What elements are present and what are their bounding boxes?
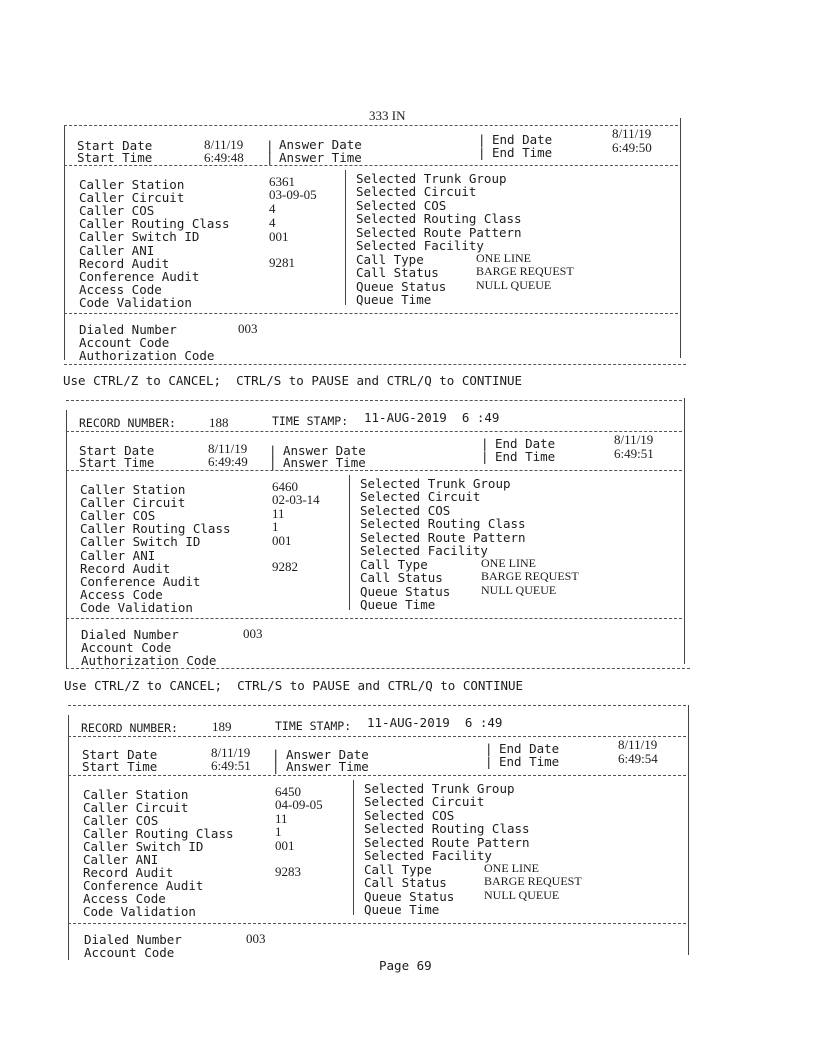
divider (64, 165, 678, 166)
separator-bar: | (485, 741, 493, 756)
end-date-label: End Date (499, 741, 560, 756)
separator-bar: | (478, 132, 486, 147)
record-number-label: RECORD NUMBER: (79, 416, 176, 430)
queue-status-value: NULL QUEUE (476, 278, 552, 292)
caller-station-value: 6450 (275, 784, 301, 799)
call-status-label: Call Status (356, 265, 439, 280)
divider (64, 364, 686, 365)
start-time-label: Start Time (77, 150, 153, 165)
caller-switch-id-value: 001 (272, 533, 292, 548)
selected-routing-class-label: Selected Routing Class (356, 211, 522, 226)
caller-cos-value: 11 (275, 811, 288, 826)
end-time-label: End Time (499, 754, 560, 769)
divider (68, 736, 686, 737)
record-audit-label: Record Audit (83, 865, 174, 880)
keyboard-hint: Use CTRL/Z to CANCEL; CTRL/S to PAUSE and CTRL/Q to CONTINUE (63, 373, 523, 388)
selected-cos-label: Selected COS (364, 808, 455, 823)
start-date-label: Start Date (82, 747, 158, 762)
caller-switch-id-value: 001 (269, 229, 289, 244)
caller-routing-class-value: 1 (275, 824, 282, 839)
record-audit-value: 9281 (269, 255, 295, 270)
caller-station-value: 6361 (269, 174, 295, 189)
call-status-value: BARGE REQUEST (481, 569, 579, 583)
end-date-value: 8/11/19 (614, 432, 654, 447)
conference-audit-label: Conference Audit (80, 574, 201, 589)
queue-time-label: Queue Time (364, 902, 440, 917)
queue-status-value: NULL QUEUE (484, 888, 560, 902)
separator-bar: | (485, 754, 493, 769)
dialed-number-value: 003 (243, 626, 263, 641)
queue-status-label: Queue Status (360, 584, 451, 599)
authorization-code-label: Authorization Code (79, 348, 215, 363)
time-stamp-value: 11-AUG-2019 6 :49 (367, 715, 503, 730)
divider (680, 118, 681, 358)
divider (353, 780, 354, 915)
selected-circuit-label: Selected Circuit (356, 184, 477, 199)
caller-station-label: Caller Station (83, 787, 189, 802)
divider (684, 398, 685, 664)
divider (68, 923, 686, 924)
start-date-label: Start Date (79, 443, 155, 458)
end-date-label: End Date (492, 132, 553, 147)
dialed-number-label: Dialed Number (79, 322, 177, 337)
caller-ani-label: Caller ANI (83, 852, 159, 867)
record-audit-label: Record Audit (80, 561, 171, 576)
time-stamp-label: TIME STAMP: (272, 414, 349, 428)
separator-bar: | (269, 443, 277, 458)
selected-facility-label: Selected Facility (364, 848, 492, 863)
selected-route-pattern-label: Selected Route Pattern (356, 225, 522, 240)
record-audit-label: Record Audit (79, 256, 170, 271)
caller-circuit-label: Caller Circuit (83, 800, 189, 815)
call-type-label: Call Type (364, 862, 432, 877)
queue-status-label: Queue Status (364, 889, 455, 904)
call-type-label: Call Type (356, 252, 424, 267)
divider (66, 618, 682, 619)
record-audit-value: 9283 (275, 864, 301, 879)
selected-facility-label: Selected Facility (360, 543, 488, 558)
divider (64, 313, 678, 314)
start-date-label: Start Date (77, 138, 153, 153)
conference-audit-label: Conference Audit (79, 269, 200, 284)
separator-bar: | (269, 455, 277, 470)
code-validation-label: Code Validation (79, 295, 192, 310)
start-time-value: 6:49:49 (208, 454, 248, 469)
account-code-label: Account Code (84, 945, 175, 960)
caller-circuit-value: 03-09-05 (269, 187, 317, 202)
caller-routing-class-label: Caller Routing Class (80, 521, 231, 536)
divider (688, 705, 689, 955)
selected-route-pattern-label: Selected Route Pattern (364, 835, 530, 850)
call-status-label: Call Status (364, 875, 447, 890)
record-audit-value: 9282 (272, 559, 298, 574)
selected-circuit-label: Selected Circuit (360, 489, 481, 504)
end-time-label: End Time (495, 449, 556, 464)
end-date-value: 8/11/19 (612, 126, 652, 141)
caller-station-label: Caller Station (79, 177, 185, 192)
separator-bar: | (481, 449, 489, 464)
caller-circuit-label: Caller Circuit (79, 190, 185, 205)
queue-time-label: Queue Time (360, 597, 436, 612)
access-code-label: Access Code (83, 891, 166, 906)
call-type-value: ONE LINE (481, 556, 536, 570)
divider (66, 431, 682, 432)
call-status-value: BARGE REQUEST (484, 874, 582, 888)
caller-circuit-value: 04-09-05 (275, 797, 323, 812)
caller-switch-id-label: Caller Switch ID (79, 229, 200, 244)
selected-circuit-label: Selected Circuit (364, 794, 485, 809)
answer-time-label: Answer Time (286, 759, 369, 774)
separator-bar: | (266, 138, 274, 153)
caller-circuit-value: 02-03-14 (272, 492, 320, 507)
selected-route-pattern-label: Selected Route Pattern (360, 530, 526, 545)
caller-switch-id-label: Caller Switch ID (83, 839, 204, 854)
record-number-value: 189 (212, 719, 232, 734)
divider (64, 126, 65, 360)
caller-routing-class-value: 4 (269, 215, 276, 230)
selected-trunk-group-label: Selected Trunk Group (356, 171, 507, 186)
record-number-value: 188 (209, 415, 229, 430)
answer-time-label: Answer Time (279, 150, 362, 165)
caller-circuit-label: Caller Circuit (80, 495, 186, 510)
selected-routing-class-label: Selected Routing Class (364, 821, 530, 836)
conference-audit-label: Conference Audit (83, 878, 204, 893)
start-time-label: Start Time (79, 455, 155, 470)
time-stamp-value: 11-AUG-2019 6 :49 (364, 410, 500, 425)
start-time-value: 6:49:51 (211, 758, 251, 773)
caller-cos-value: 11 (272, 506, 285, 521)
queue-status-value: NULL QUEUE (481, 583, 557, 597)
account-code-label: Account Code (79, 335, 170, 350)
start-time-value: 6:49:48 (204, 150, 244, 165)
caller-station-label: Caller Station (80, 482, 186, 497)
divider (66, 400, 682, 401)
keyboard-hint: Use CTRL/Z to CANCEL; CTRL/S to PAUSE and CTRL/Q to CONTINUE (64, 678, 524, 693)
access-code-label: Access Code (80, 587, 163, 602)
selected-trunk-group-label: Selected Trunk Group (360, 476, 511, 491)
start-date-value: 8/11/19 (204, 137, 244, 152)
page-number: Page 69 (379, 958, 432, 973)
selected-facility-label: Selected Facility (356, 238, 484, 253)
divider (345, 170, 346, 305)
dialed-number-value: 003 (238, 321, 258, 336)
code-validation-label: Code Validation (80, 600, 193, 615)
divider (68, 775, 686, 776)
call-type-value: ONE LINE (484, 861, 539, 875)
separator-bar: | (478, 145, 486, 160)
call-status-value: BARGE REQUEST (476, 264, 574, 278)
access-code-label: Access Code (79, 282, 162, 297)
caller-routing-class-label: Caller Routing Class (79, 216, 230, 231)
end-time-label: End Time (492, 145, 553, 160)
selected-cos-label: Selected COS (360, 503, 451, 518)
separator-bar: | (272, 759, 280, 774)
account-code-label: Account Code (81, 640, 172, 655)
call-type-value: ONE LINE (476, 251, 531, 265)
divider (66, 470, 682, 471)
divider (66, 410, 67, 668)
divider (68, 705, 686, 706)
answer-date-label: Answer Date (279, 137, 362, 152)
selected-routing-class-label: Selected Routing Class (360, 516, 526, 531)
start-time-label: Start Time (82, 759, 158, 774)
time-stamp-label: TIME STAMP: (275, 719, 352, 733)
separator-bar: | (266, 150, 274, 165)
end-date-label: End Date (495, 436, 556, 451)
end-time-value: 6:49:54 (618, 751, 658, 766)
queue-status-label: Queue Status (356, 279, 447, 294)
end-date-value: 8/11/19 (618, 737, 658, 752)
divider (349, 475, 350, 610)
dialed-number-label: Dialed Number (81, 627, 179, 642)
separator-bar: | (481, 436, 489, 451)
divider (64, 125, 678, 126)
selected-cos-label: Selected COS (356, 198, 447, 213)
caller-cos-label: Caller COS (79, 203, 155, 218)
call-type-label: Call Type (360, 557, 428, 572)
caller-cos-label: Caller COS (83, 813, 159, 828)
caller-cos-label: Caller COS (80, 508, 156, 523)
authorization-code-label: Authorization Code (81, 653, 217, 668)
start-date-value: 8/11/19 (208, 441, 248, 456)
separator-bar: | (272, 747, 280, 762)
caller-routing-class-value: 1 (272, 519, 279, 534)
divider (66, 668, 690, 669)
answer-date-label: Answer Date (283, 443, 366, 458)
queue-time-label: Queue Time (356, 292, 432, 307)
start-date-value: 8/11/19 (211, 745, 251, 760)
dialed-number-label: Dialed Number (84, 932, 182, 947)
end-time-value: 6:49:51 (614, 446, 654, 461)
caller-ani-label: Caller ANI (80, 548, 156, 563)
code-validation-label: Code Validation (83, 904, 196, 919)
call-status-label: Call Status (360, 570, 443, 585)
caller-switch-id-value: 001 (275, 838, 295, 853)
answer-date-label: Answer Date (286, 747, 369, 762)
caller-switch-id-label: Caller Switch ID (80, 534, 201, 549)
selected-trunk-group-label: Selected Trunk Group (364, 781, 515, 796)
dialed-number-value: 003 (246, 931, 266, 946)
end-time-value: 6:49:50 (612, 140, 652, 155)
caller-station-value: 6460 (272, 479, 298, 494)
answer-time-label: Answer Time (283, 455, 366, 470)
page-header-title: 333 IN (369, 108, 406, 123)
caller-routing-class-label: Caller Routing Class (83, 826, 234, 841)
record-number-label: RECORD NUMBER: (81, 721, 178, 735)
caller-ani-label: Caller ANI (79, 243, 155, 258)
caller-cos-value: 4 (269, 201, 276, 216)
